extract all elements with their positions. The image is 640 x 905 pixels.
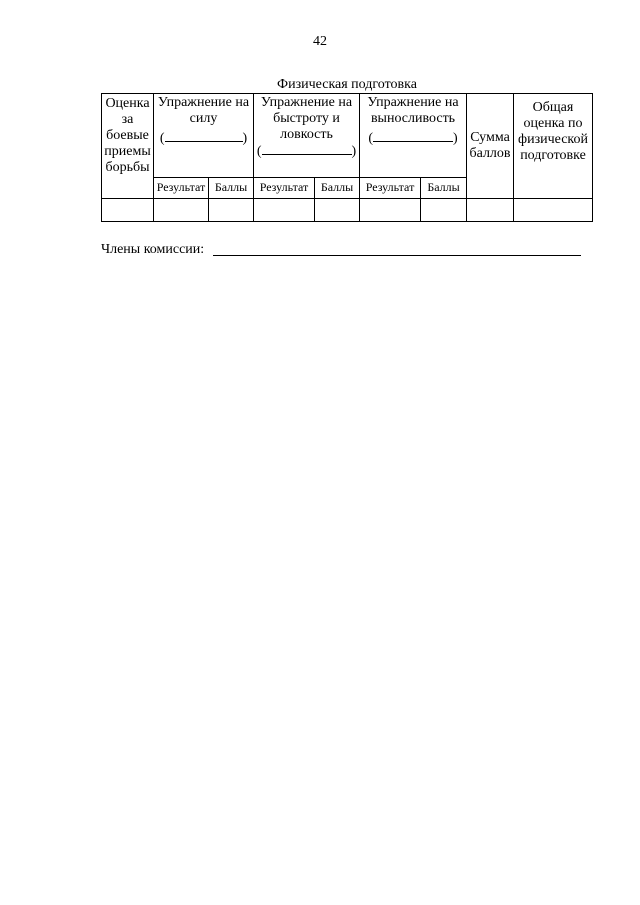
sub-strength-points: Баллы: [209, 178, 254, 199]
cell-endurance-result[interactable]: [360, 199, 421, 222]
sub-strength-result: Результат: [154, 178, 209, 199]
header-speed-label: Упражнение на быстроту и ловкость: [260, 95, 353, 143]
speed-blank: ( ): [256, 144, 357, 160]
cell-fight-score[interactable]: [102, 199, 154, 222]
header-total-score: Общая оценка по физической подготовке: [514, 94, 593, 199]
assessment-table: [101, 93, 593, 222]
cell-strength-points[interactable]: [209, 199, 254, 222]
commission-members-label: Члены комиссии:: [101, 242, 205, 257]
page-number: 42: [313, 34, 327, 49]
cell-total-score[interactable]: [514, 199, 593, 222]
header-endurance-label: Упражнение на выносливость: [367, 95, 459, 127]
cell-sum-points[interactable]: [467, 199, 514, 222]
sub-speed-result: Результат: [254, 178, 315, 199]
cell-endurance-points[interactable]: [421, 199, 467, 222]
cell-strength-result[interactable]: [154, 199, 209, 222]
endurance-blank: ( ): [368, 131, 458, 147]
header-sum-points: Сумма баллов: [467, 94, 514, 199]
cell-speed-points[interactable]: [315, 199, 360, 222]
header-endurance-exercise: [360, 94, 467, 178]
commission-signature-line[interactable]: [213, 255, 581, 256]
header-fight-score: Оценка за боевые приемы борьбы: [102, 94, 154, 199]
cell-speed-result[interactable]: [254, 199, 315, 222]
table-row: [102, 199, 593, 222]
header-speed-exercise: [254, 94, 360, 178]
section-title: Физическая подготовка: [277, 77, 417, 92]
sub-endurance-points: Баллы: [421, 178, 467, 199]
sub-speed-points: Баллы: [315, 178, 360, 199]
sub-endurance-result: Результат: [360, 178, 421, 199]
strength-blank: ( ): [159, 131, 248, 147]
header-strength-exercise: [154, 94, 254, 178]
header-strength-label: Упражнение на силу: [157, 95, 250, 127]
